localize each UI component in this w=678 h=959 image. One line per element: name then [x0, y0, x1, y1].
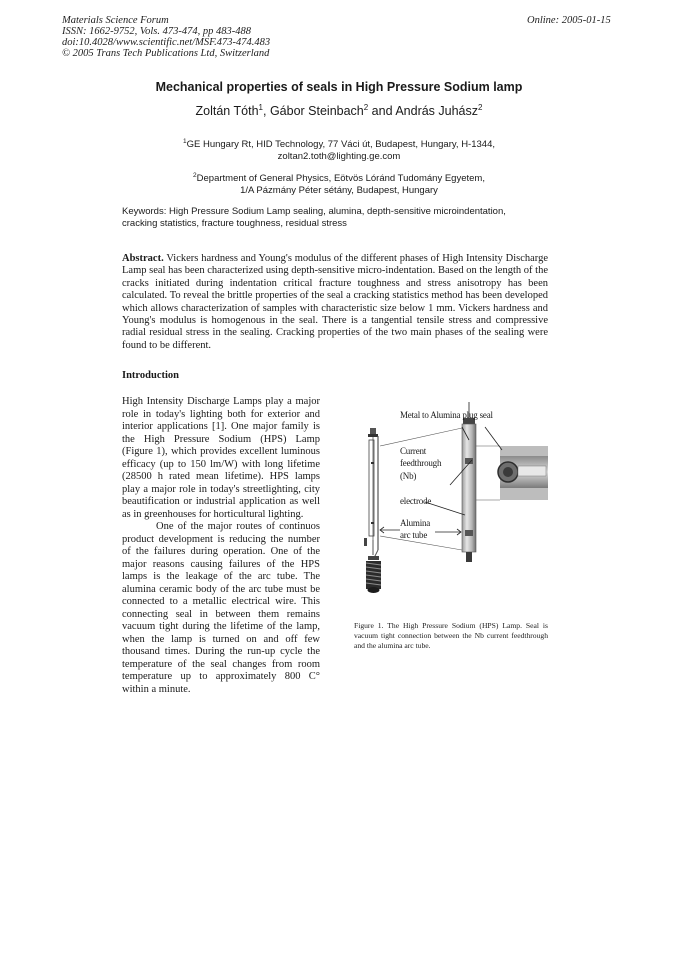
- author-name: Zoltán Tóth: [195, 104, 259, 119]
- figure-caption: Figure 1. The High Pressure Sodium (HPS) Lamp. Seal is vacuum tight connection between the Nb current feedthrough and the alumina arc tube.: [354, 621, 548, 650]
- lamp-thumbnail: [364, 428, 379, 560]
- author-separator: ,: [262, 104, 270, 119]
- issn-line: ISSN: 1662-9752, Vols. 473-474, pp 483-488: [62, 26, 251, 37]
- online-date: Online: 2005-01-15: [527, 15, 611, 26]
- affil-line: GE Hungary Rt, HID Technology, 77 Váci út, Budapest, Hungary, H-1344,: [186, 139, 495, 151]
- arc-tube-enlarged: [462, 402, 476, 562]
- journal-header: [62, 15, 270, 59]
- author-affil-mark: 2: [363, 103, 369, 112]
- keywords: [122, 206, 552, 230]
- label-current: Current: [400, 446, 427, 456]
- doi-line[interactable]: doi:10.4028/www.scientific.net/MSF.473-474.483: [62, 37, 271, 48]
- email-line[interactable]: zoltan2.toth@lighting.ge.com: [277, 151, 401, 163]
- keywords-line: Keywords: High Pressure Sodium Lamp sealing, alumina, depth-sensitive microindentation,: [122, 206, 506, 217]
- affil-line: Department of General Physics, Eötvös Lóránd Tudomány Egyetem,: [196, 173, 485, 185]
- label-electrode: electrode: [400, 496, 432, 506]
- author-name: Gábor Steinbach: [269, 104, 364, 119]
- affiliation-2: [0, 170, 678, 197]
- abstract-label: Abstract.: [122, 253, 164, 264]
- label-feedthrough: feedthrough: [400, 458, 442, 468]
- label-seal: Metal to Alumina plug seal: [400, 410, 493, 420]
- abstract-text: Vickers hardness and Young's modulus of the different phases of High Intensity Discharge Lamp seal has been characterized using depth-sensitive micro-indentation. Based on the length of the cracks initiated during indentation critical fracture toughness and stress anisotropy has been calculated. To reveal the brittle properties of the seal a cracking statistics method has been developed which allows characterization of samples with characteristic size below 1 mm. Vickers hardness and Young's modulus is homogenous in the seal. There is a tangential tensile stress and compressive radial residual stress in the sealing. Cracking properties of the two main phases of the sealing were found to be different.: [122, 253, 549, 351]
- label-nb: (Nb): [400, 471, 417, 481]
- author-affil-mark: 1: [258, 103, 263, 112]
- affiliation-1: [0, 136, 678, 163]
- keywords-line: cracking statistics, fracture toughness, residual stress: [122, 218, 347, 229]
- intro-paragraph: High Intensity Discharge Lamps play a major role in today's lighting both for exterior and interior applications [1]. One major family is the High Pressure Sodium (HPS) Lamp (Figure 1), which provides excellent luminous efficacy (up to 150 lm/W) with long lifetime (28500 h rated mean lifetime). HPS lamps play a major role in today's streetlighting, city beautification or industrial application as well as in greenhouses for horticultural lighting.: [122, 396, 320, 520]
- lamp-screw-base: [366, 561, 381, 593]
- intro-paragraph: One of the major routes of continuos product development is reducing the number of the failures during operation. One of the major reasons causing failures of the HPS lamps is the leakage of the arc tube. The alumina ceramic body of the arc tube must be connected to a metallic electrical wire. This connecting seal in between them remains vacuum tight during the lifetime of the lamp, when the lamp is turned on and off few thousand times. During the run-up cycle the temperature of the seal changes from room temperature up to approximately 800 C° within a minute.: [122, 521, 320, 695]
- author-affil-mark: 2: [478, 103, 483, 112]
- figure-1-illustration: [350, 400, 550, 615]
- author-separator: and: [368, 104, 396, 119]
- author-name: András Juhász: [395, 104, 479, 119]
- intro-body: [122, 396, 320, 696]
- label-arc-tube: arc tube: [400, 530, 428, 540]
- affil-mark: 1: [182, 138, 187, 145]
- copyright-line: © 2005 Trans Tech Publications Ltd, Switzerland: [62, 48, 270, 59]
- seal-inset-photo: [476, 446, 548, 500]
- intro-heading: Introduction: [122, 370, 179, 381]
- journal-name: Materials Science Forum: [62, 15, 169, 26]
- paper-title: Mechanical properties of seals in High Pressure Sodium lamp: [155, 80, 523, 94]
- affil-mark: 2: [193, 172, 197, 179]
- affil-address: 1/A Pázmány Péter sétány, Budapest, Hungary: [240, 185, 438, 197]
- author-list: [0, 103, 678, 118]
- label-alumina: Alumina: [400, 518, 431, 528]
- abstract: [122, 253, 548, 352]
